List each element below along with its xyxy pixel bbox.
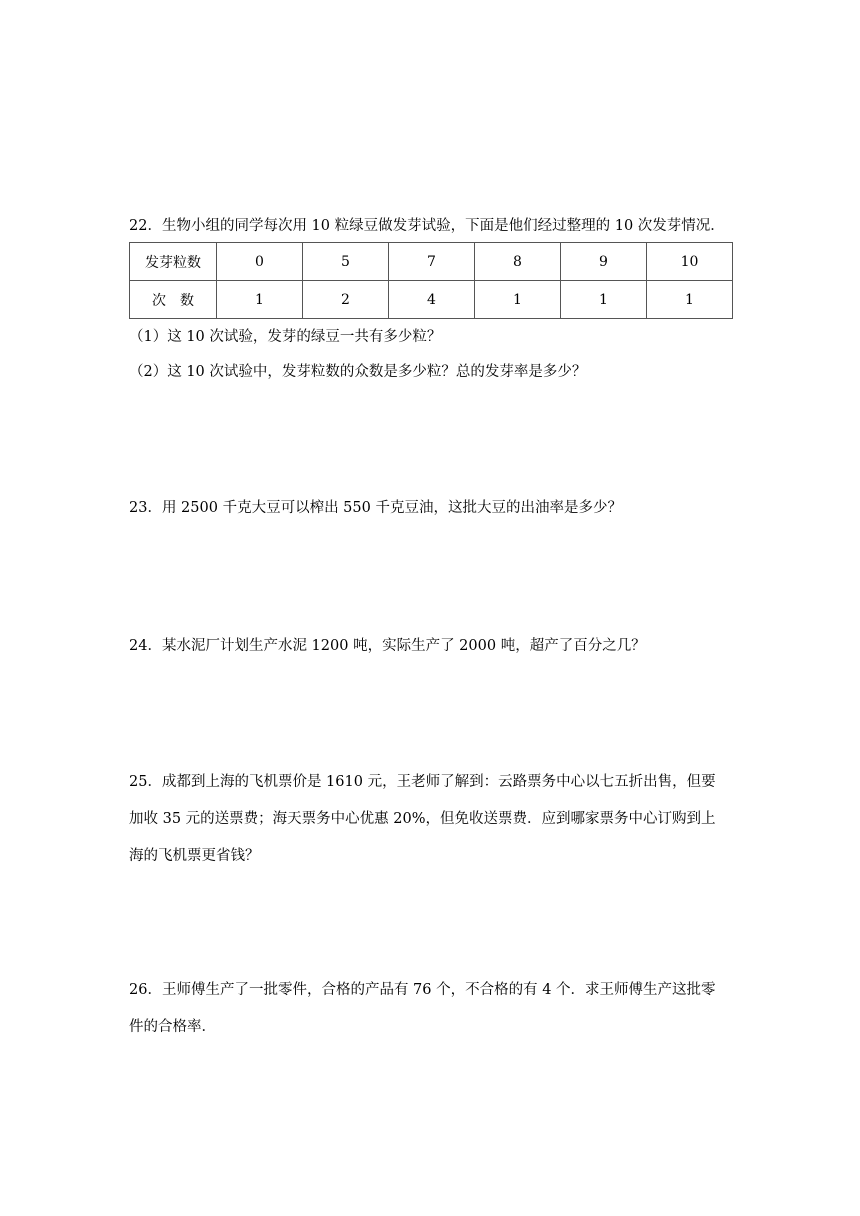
question-22-part-2: （2）这 10 次试验中，发芽粒数的众数是多少粒？总的发芽率是多少？ xyxy=(129,364,587,380)
table-cell: 0 xyxy=(217,243,303,281)
table-cell: 4 xyxy=(389,281,475,319)
question-25-line-2: 加收 35 元的送票费；海天票务中心优惠 20%，但免收送票费．应到哪家票务中心订购到上 xyxy=(129,811,716,827)
question-25 xyxy=(129,764,739,875)
table-cell: 1 xyxy=(561,281,647,319)
table-cell: 7 xyxy=(389,243,475,281)
table-cell: 10 xyxy=(647,243,733,281)
row-header: 发芽粒数 xyxy=(130,243,217,281)
question-26-line-1: 26．王师傅生产了一批零件，合格的产品有 76 个，不合格的有 4 个．求王师傅生产这批零 xyxy=(129,982,716,998)
table-cell: 8 xyxy=(475,243,561,281)
question-23: 23．用 2500 千克大豆可以榨出 550 千克豆油，这批大豆的出油率是多少？ xyxy=(129,500,622,516)
question-25-line-3: 海的飞机票更省钱？ xyxy=(129,848,260,864)
question-26 xyxy=(129,972,739,1046)
table-cell: 2 xyxy=(303,281,389,319)
table-row xyxy=(130,243,733,281)
question-25-line-1: 25．成都到上海的飞机票价是 1610 元，王老师了解到：云路票务中心以七五折出售，但要 xyxy=(129,774,716,790)
table-cell: 5 xyxy=(303,243,389,281)
question-22-stem: 22．生物小组的同学每次用 10 粒绿豆做发芽试验，下面是他们经过整理的 10 次发芽情况． xyxy=(129,218,725,234)
table-row xyxy=(130,281,733,319)
table-cell: 9 xyxy=(561,243,647,281)
question-22-part-1: （1）这 10 次试验，发芽的绿豆一共有多少粒？ xyxy=(129,329,442,345)
question-26-line-2: 件的合格率． xyxy=(129,1019,216,1035)
row-header: 次 数 xyxy=(130,281,217,319)
table-cell: 1 xyxy=(647,281,733,319)
table-cell: 1 xyxy=(475,281,561,319)
germination-table xyxy=(129,242,733,319)
table-cell: 1 xyxy=(217,281,303,319)
question-24: 24．某水泥厂计划生产水泥 1200 吨，实际生产了 2000 吨，超产了百分之几？ xyxy=(129,638,646,654)
